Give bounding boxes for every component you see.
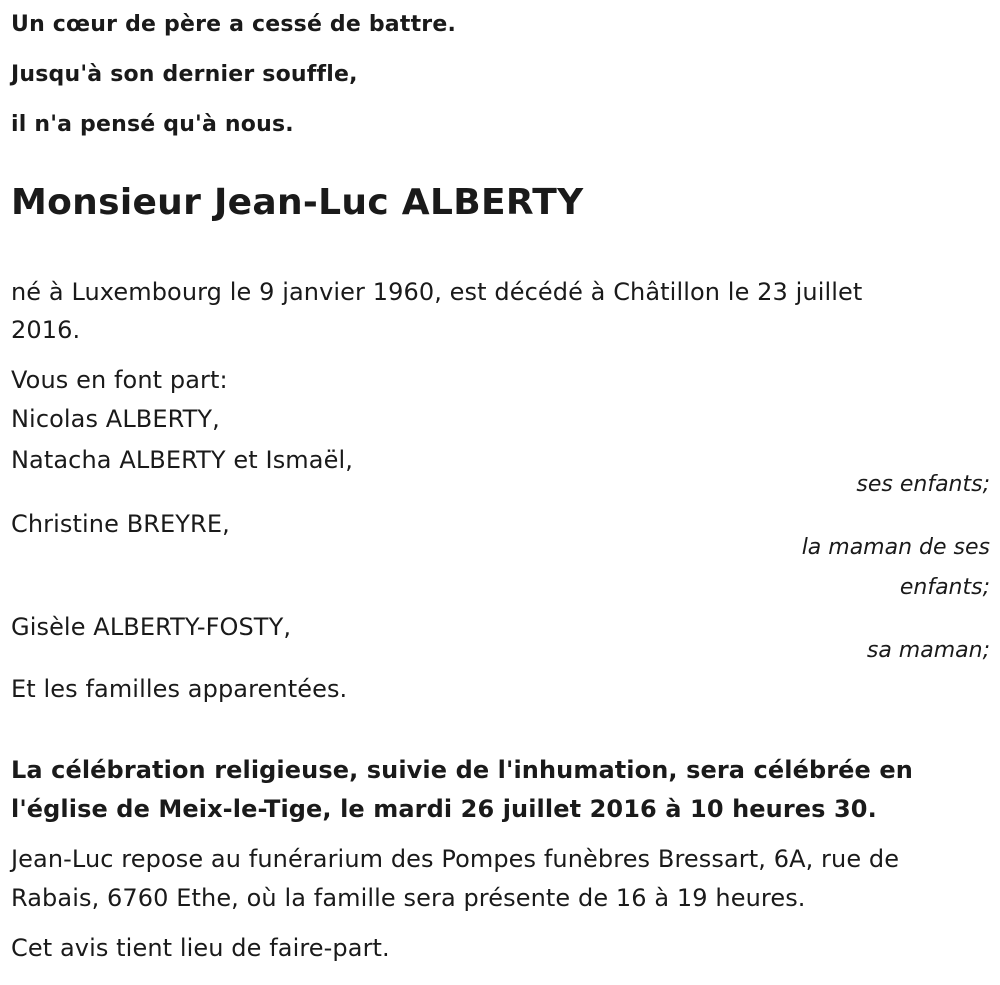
family-member-nicolas: Nicolas ALBERTY, — [11, 405, 220, 433]
role-mother-of-children-2: enfants; — [899, 575, 990, 600]
family-member-gisele: Gisèle ALBERTY-FOSTY, — [11, 613, 292, 641]
closing-line: Cet avis tient lieu de faire-part. — [11, 934, 390, 962]
family-member-natacha: Natacha ALBERTY et Ismaël, — [11, 446, 353, 474]
intro-line-1: Un cœur de père a cessé de battre. — [11, 12, 457, 37]
ceremony-line-2: l'église de Meix-le-Tige, le mardi 26 juillet 2016 à 10 heures 30. — [11, 795, 877, 823]
role-mother-of-children-1: la maman de ses — [801, 535, 990, 560]
announcement-label: Vous en font part: — [11, 366, 228, 394]
deceased-name: Monsieur Jean-Luc ALBERTY — [11, 182, 584, 223]
intro-line-2: Jusqu'à son dernier souffle, — [11, 62, 358, 87]
role-children: ses enfants; — [856, 472, 990, 497]
family-member-christine: Christine BREYRE, — [11, 510, 230, 538]
funeral-home-line-2: Rabais, 6760 Ethe, où la famille sera présente de 16 à 19 heures. — [11, 884, 806, 912]
ceremony-line-1: La célébration religieuse, suivie de l'inhumation, sera célébrée en — [11, 756, 913, 784]
relatives-line: Et les familles apparentées. — [11, 675, 348, 703]
intro-line-3: il n'a pensé qu'à nous. — [11, 112, 294, 137]
birth-death-line-2: 2016. — [11, 316, 81, 344]
birth-death-line-1: né à Luxembourg le 9 janvier 1960, est décédé à Châtillon le 23 juillet — [11, 278, 863, 306]
role-mother: sa maman; — [866, 638, 990, 663]
funeral-home-line-1: Jean-Luc repose au funérarium des Pompes funèbres Bressart, 6A, rue de — [11, 845, 900, 873]
